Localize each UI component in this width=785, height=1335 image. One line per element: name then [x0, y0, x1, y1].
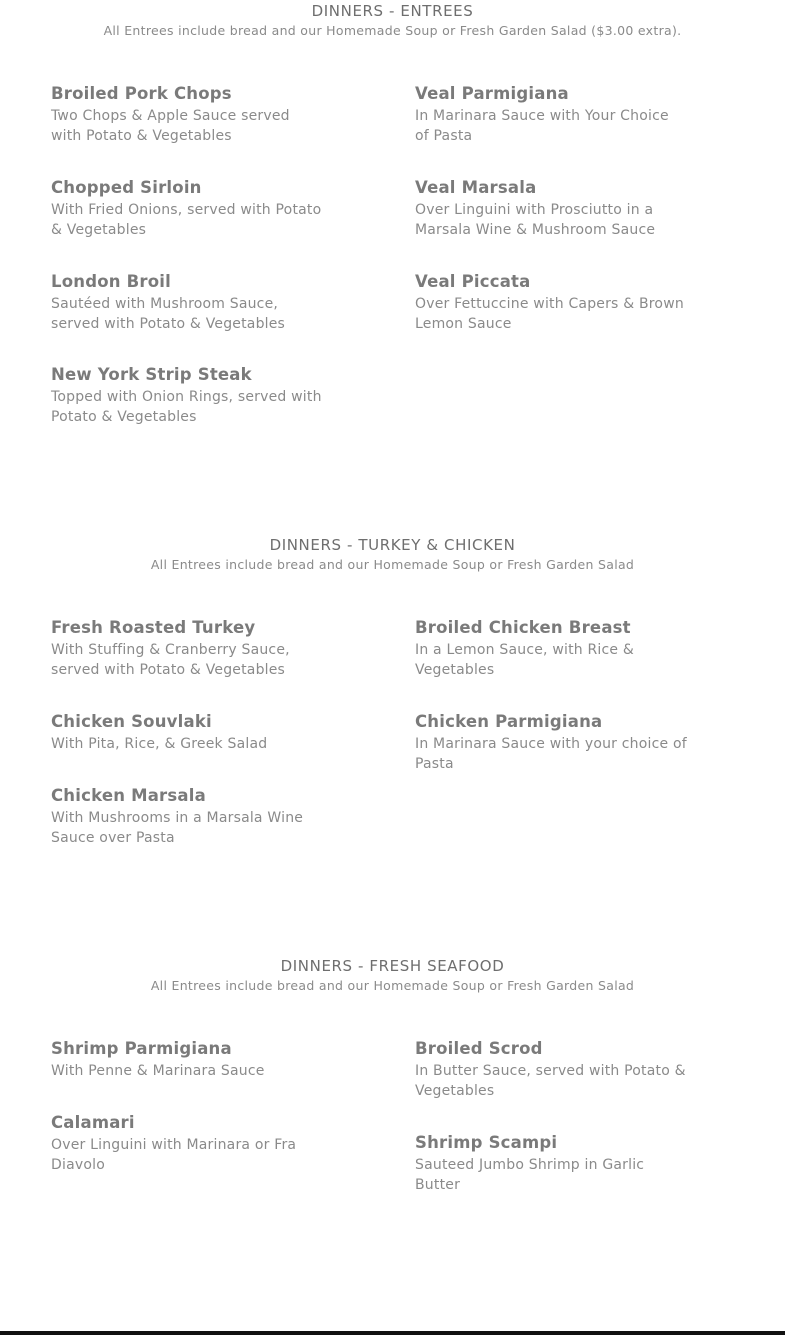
- menu-item-description: [51, 809, 341, 848]
- menu-item-description-line: Sauteed Jumbo Shrimp in Garlic: [415, 1157, 645, 1173]
- menu-item-description-line: Butter: [415, 1176, 461, 1193]
- menu-item-description-line: With Pita, Rice, & Greek Salad: [51, 736, 268, 752]
- menu-item-description: [51, 388, 341, 427]
- menu-item-description-line: served with Potato & Vegetables: [51, 315, 286, 332]
- menu-item-broiled-scrod: [415, 1038, 705, 1101]
- section-subtitle-entrees: All Entrees include bread and our Homemade Soup or Fresh Garden Salad ($3.00 extra).: [103, 23, 682, 38]
- menu-item-description: [415, 641, 705, 680]
- menu-item-description-line: Two Chops & Apple Sauce served: [51, 108, 290, 124]
- menu-item-chicken-marsala: [51, 785, 341, 848]
- menu-item-chicken-parmigiana: [415, 711, 705, 774]
- menu-item-name: Shrimp Scampi: [415, 1133, 558, 1152]
- menu-item-description-line: Pasta: [415, 755, 454, 772]
- menu-item-description-line: In a Lemon Sauce, with Rice &: [415, 642, 634, 658]
- menu-item-name: Broiled Chicken Breast: [415, 618, 631, 637]
- menu-item-description-line: In Butter Sauce, served with Potato &: [415, 1063, 686, 1079]
- section-subtitle-fresh-seafood: All Entrees include bread and our Homemade Soup or Fresh Garden Salad: [150, 978, 635, 993]
- menu-item-new-york-strip-steak: [51, 364, 341, 427]
- menu-item-description-line: In Marinara Sauce with your choice of: [415, 736, 687, 752]
- menu-item-description-line: With Penne & Marinara Sauce: [51, 1063, 265, 1079]
- menu-item-name: Chicken Parmigiana: [415, 712, 603, 731]
- menu-item-description: [51, 1136, 341, 1175]
- menu-item-shrimp-parmigiana: [51, 1038, 341, 1082]
- menu-item-name: Shrimp Parmigiana: [51, 1039, 232, 1058]
- menu-item-name: Veal Parmigiana: [415, 84, 569, 103]
- menu-item-description-line: In Marinara Sauce with Your Choice: [415, 108, 669, 124]
- menu-item-description-line: with Potato & Vegetables: [51, 127, 232, 144]
- menu-item-description-line: Over Fettuccine with Capers & Brown: [415, 296, 684, 312]
- menu-item-description: [415, 295, 705, 334]
- menu-item-description-line: Lemon Sauce: [415, 315, 512, 332]
- menu-item-chicken-souvlaki: [51, 711, 341, 755]
- menu-item-description-line: Over Linguini with Prosciutto in a: [415, 202, 654, 218]
- menu-item-name: Chicken Souvlaki: [51, 712, 212, 731]
- menu-item-veal-piccata: [415, 271, 705, 334]
- section-subtitle-turkey-chicken: All Entrees include bread and our Homemade Soup or Fresh Garden Salad: [150, 557, 635, 572]
- menu-item-broiled-chicken-breast: [415, 617, 705, 680]
- menu-item-name: Calamari: [51, 1113, 135, 1132]
- menu-item-description: [51, 735, 341, 755]
- menu-item-name: Broiled Pork Chops: [51, 84, 232, 103]
- menu-item-name: Veal Marsala: [415, 178, 537, 197]
- menu-item-name: Chicken Marsala: [51, 786, 206, 805]
- menu-item-veal-marsala: [415, 177, 705, 240]
- menu-item-description-line: Vegetables: [415, 661, 495, 678]
- menu-item-london-broil: [51, 271, 341, 334]
- menu-item-description: [51, 1062, 341, 1082]
- menu-item-name: Broiled Scrod: [415, 1039, 543, 1058]
- menu-item-description: [51, 295, 341, 334]
- menu-item-description-line: With Stuffing & Cranberry Sauce,: [51, 642, 290, 658]
- menu-item-description-line: Over Linguini with Marinara or Fra: [51, 1137, 297, 1153]
- menu-item-description-line: Potato & Vegetables: [51, 408, 197, 425]
- menu-item-description-line: Vegetables: [415, 1082, 495, 1099]
- section-title-turkey-chicken: DINNERS - TURKEY & CHICKEN: [269, 536, 516, 554]
- menu-item-description-line: Sautéed with Mushroom Sauce,: [51, 296, 279, 312]
- menu-item-name: London Broil: [51, 272, 171, 291]
- menu-item-description-line: With Fried Onions, served with Potato: [51, 202, 322, 218]
- menu-item-description: [51, 107, 341, 146]
- menu-item-description-line: Diavolo: [51, 1156, 105, 1173]
- menu-item-broiled-pork-chops: [51, 83, 341, 146]
- menu-item-name: Chopped Sirloin: [51, 178, 202, 197]
- menu-item-description: [415, 107, 705, 146]
- menu-item-name: New York Strip Steak: [51, 365, 252, 384]
- menu-item-description-line: of Pasta: [415, 127, 473, 144]
- menu-item-description: [51, 641, 341, 680]
- menu-item-description: [415, 1156, 705, 1195]
- menu-item-description-line: With Mushrooms in a Marsala Wine: [51, 810, 304, 826]
- menu-item-name: Veal Piccata: [415, 272, 531, 291]
- bottom-divider: [0, 1331, 785, 1335]
- menu-item-description: [415, 735, 705, 774]
- menu-item-name: Fresh Roasted Turkey: [51, 618, 256, 637]
- menu-item-description-line: & Vegetables: [51, 221, 147, 238]
- menu-item-description: [51, 201, 341, 240]
- menu-item-fresh-roasted-turkey: [51, 617, 341, 680]
- menu-item-chopped-sirloin: [51, 177, 341, 240]
- menu-item-description-line: Marsala Wine & Mushroom Sauce: [415, 221, 656, 238]
- menu-item-description-line: served with Potato & Vegetables: [51, 661, 286, 678]
- section-title-fresh-seafood: DINNERS - FRESH SEAFOOD: [280, 957, 505, 975]
- menu-item-calamari: [51, 1112, 341, 1175]
- menu-item-description: [415, 1062, 705, 1101]
- menu-item-veal-parmigiana: [415, 83, 705, 146]
- menu-item-description-line: Topped with Onion Rings, served with: [51, 389, 322, 405]
- menu-item-description: [415, 201, 705, 240]
- menu-item-shrimp-scampi: [415, 1132, 705, 1195]
- section-title-entrees: DINNERS - ENTREES: [311, 2, 474, 20]
- menu-item-description-line: Sauce over Pasta: [51, 829, 175, 846]
